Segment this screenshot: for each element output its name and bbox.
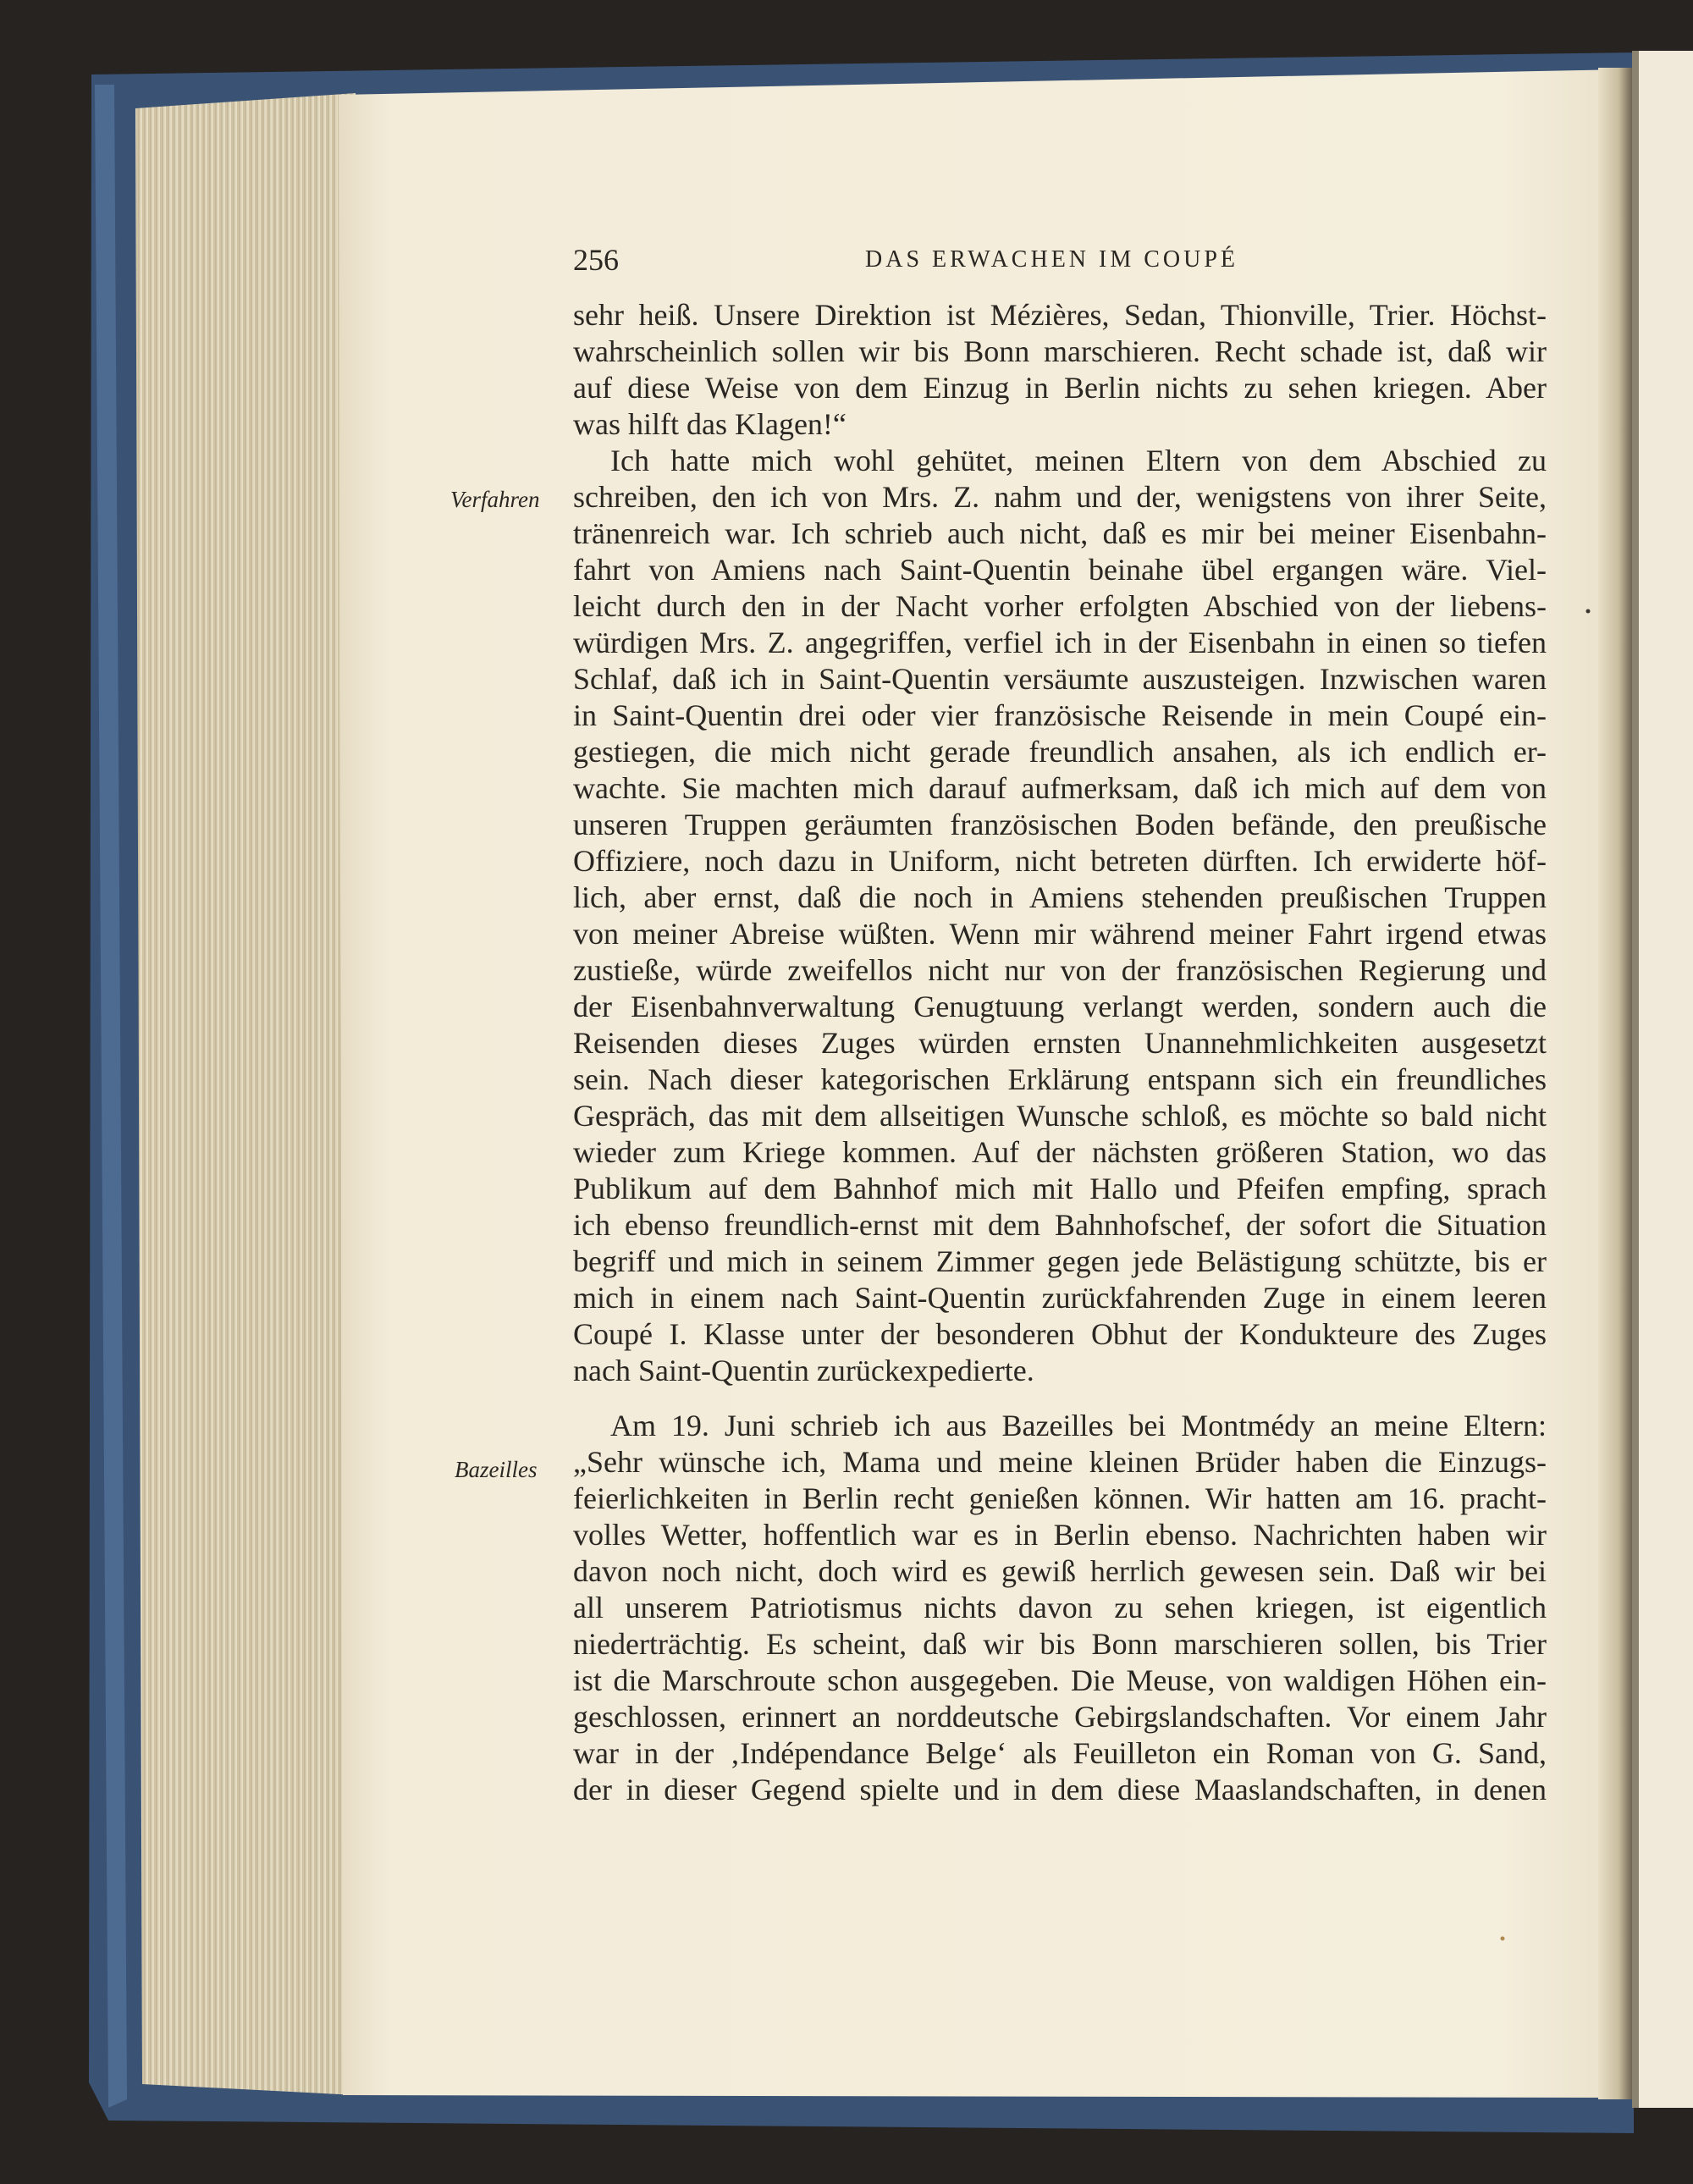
text-line: davon noch nicht, doch wird es gewiß herrlich gewesen sein. Daß wir bei [573, 1554, 1547, 1588]
text-line: wieder zum Kriege kommen. Auf der nächsten größeren Station, wo das [573, 1135, 1547, 1169]
running-title: DAS ERWACHEN IM COUPÉ [865, 246, 1239, 273]
text-line: begriff und mich in seinem Zimmer gegen jede Belästigung schützte, bis er [573, 1244, 1547, 1278]
text-line: leicht durch den in der Nacht vorher erfolgten Abschied von der liebens- [573, 589, 1547, 623]
text-line: würdigen Mrs. Z. angegriffen, verfiel ich in der Eisenbahn in einen so tiefen [573, 626, 1547, 659]
text-line: Offiziere, noch dazu in Uniform, nicht betreten dürften. Ich erwiderte höf- [573, 844, 1547, 878]
text-line: der in dieser Gegend spielte und in dem diese Maaslandschaften, in denen [573, 1773, 1547, 1806]
text-line: Gespräch, das mit dem allseitigen Wunsche schloß, es möchte so bald nicht [573, 1099, 1547, 1133]
text-line: ich ebenso freundlich-ernst mit dem Bahnhofschef, der sofort die Situation [573, 1208, 1547, 1242]
text-line: war in der ‚Indépendance Belge‘ als Feuilleton ein Roman von G. Sand, [573, 1736, 1547, 1770]
text-line: ist die Marschroute schon ausgegeben. Die Meuse, von waldigen Höhen ein- [573, 1663, 1547, 1697]
text-line: wahrscheinlich sollen wir bis Bonn marschieren. Recht schade ist, daß wir [573, 334, 1547, 368]
text-line: gestiegen, die mich nicht gerade freundlich ansahen, als ich endlich er- [573, 735, 1547, 769]
text-line: nach Saint-Quentin zurückexpedierte. [573, 1354, 1034, 1387]
text-line: mich in einem nach Saint-Quentin zurückfahrenden Zuge in einem leeren [573, 1281, 1547, 1315]
text-line: wachte. Sie machten mich darauf aufmerksam, daß ich mich auf dem von [573, 771, 1547, 805]
text-line: lich, aber ernst, daß die noch in Amiens stehenden preußischen Truppen [573, 880, 1547, 914]
text-line: auf diese Weise von dem Einzug in Berlin nichts zu sehen kriegen. Aber [573, 371, 1547, 405]
margin-note-bazeilles: Bazeilles [455, 1457, 538, 1482]
text-line: fahrt von Amiens nach Saint-Quentin beinahe übel ergangen wäre. Viel- [573, 553, 1547, 587]
text-line: zustieße, würde zweifellos nicht nur von der französischen Regierung und [573, 953, 1547, 987]
text-line: niederträchtig. Es scheint, daß wir bis Bonn marschieren sollen, bis Trier [573, 1627, 1547, 1661]
text-line: Reisenden dieses Zuges würden ernsten Unannehmlichkeiten ausgesetzt [573, 1026, 1547, 1060]
text-line: Ich hatte mich wohl gehütet, meinen Eltern von dem Abschied zu [610, 444, 1547, 477]
text-line: von meiner Abreise wüßten. Wenn mir während meiner Fahrt irgend etwas [573, 917, 1547, 951]
text-line: sein. Nach dieser kategorischen Erklärung entspann sich ein freundliches [573, 1062, 1547, 1096]
text-line: feierlichkeiten in Berlin recht genießen können. Wir hatten am 16. pracht- [573, 1481, 1547, 1515]
text-line: „Sehr wünsche ich, Mama und meine kleinen Brüder haben die Einzugs- [573, 1445, 1547, 1479]
text-line: der Eisenbahnverwaltung Genugtuung verlangt werden, sondern auch die [573, 990, 1547, 1023]
text-line: Coupé I. Klasse unter der besonderen Obhut der Kondukteure des Zuges [573, 1317, 1547, 1351]
text-line: all unserem Patriotismus nichts davon zu sehen kriegen, ist eigentlich [573, 1591, 1547, 1624]
text-line: sehr heiß. Unsere Direktion ist Mézières, Sedan, Thionville, Trier. Höchst- [573, 298, 1547, 332]
text-line: volles Wetter, hoffentlich war es in Berlin ebenso. Nachrichten haben wir [573, 1518, 1547, 1552]
text-line: in Saint-Quentin drei oder vier französische Reisende in mein Coupé ein- [573, 698, 1547, 732]
text-line: Publikum auf dem Bahnhof mich mit Hallo und Pfeifen empfing, sprach [573, 1172, 1547, 1205]
margin-note-verfahren: Verfahren [450, 487, 540, 512]
text-line: unseren Truppen geräumten französischen Boden befände, den preußische [573, 808, 1547, 841]
page-number: 256 [573, 243, 619, 277]
text-line: Schlaf, daß ich in Saint-Quentin versäumte auszusteigen. Inzwischen waren [573, 662, 1547, 696]
text-line: tränenreich war. Ich schrieb auch nicht, daß es mir bei meiner Eisenbahn- [573, 516, 1547, 550]
text-line: Am 19. Juni schrieb ich aus Bazeilles bei Montmédy an meine Eltern: [610, 1409, 1547, 1442]
text-line: was hilft das Klagen!“ [573, 407, 846, 441]
text-line: geschlossen, erinnert an norddeutsche Gebirgslandschaften. Vor einem Jahr [573, 1700, 1547, 1734]
text-line: schreiben, den ich von Mrs. Z. nahm und der, wenigstens von ihrer Seite, [573, 480, 1547, 514]
